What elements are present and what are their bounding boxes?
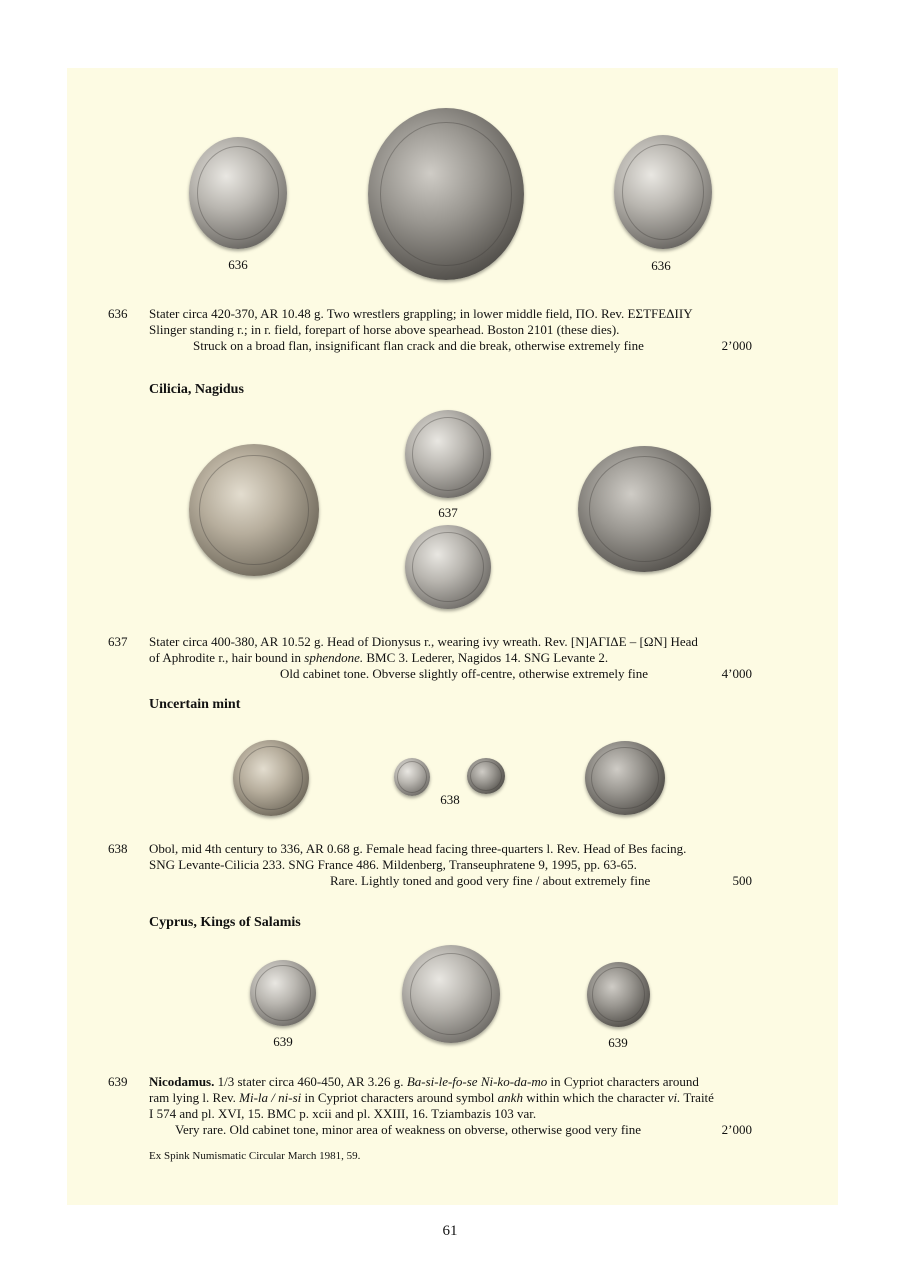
- coin-639-reverse-image: [587, 962, 650, 1027]
- coin-638-reverse-large-image: [585, 741, 665, 815]
- coin-638-reverse-image: [467, 758, 505, 794]
- description-line: Nicodamus. 1/3 stater circa 460-450, AR 3.26 g. Ba-si-le-fo-se Ni-ko-da-mo in Cypriot characters around: [149, 1074, 699, 1089]
- lot-estimate: 2’000: [721, 338, 752, 353]
- lot-description: [149, 306, 753, 338]
- description-line: Obol, mid 4th century to 336, AR 0.68 g. Female head facing three-quarters l. Rev. Head of Bes facing.: [149, 841, 687, 856]
- lot-condition: Rare. Lightly toned and good very fine / about extremely fine: [330, 873, 651, 888]
- coin-636-reverse-large-image: [368, 108, 524, 280]
- coin-638-obverse-large-image: [233, 740, 309, 816]
- coin-label: 639: [608, 1035, 628, 1050]
- lot-estimate: 2’000: [721, 1122, 752, 1137]
- coin-label: 638: [440, 792, 460, 807]
- coin-label: 636: [651, 258, 671, 273]
- description-line: Stater circa 400-380, AR 10.52 g. Head of Dionysus r., wearing ivy wreath. Rev. [Ν]ΑΓΙΔΕ – [ΩΝ] Head: [149, 634, 698, 649]
- lot-description: [149, 1074, 753, 1122]
- coin-label: 639: [273, 1034, 293, 1049]
- description-line: SNG Levante-Cilicia 233. SNG France 486. Mildenberg, Transeuphratene 9, 1995, pp. 63-65.: [149, 857, 637, 872]
- coin-637-reverse-large-image: [578, 446, 711, 572]
- ruler-name: Nicodamus.: [149, 1074, 215, 1089]
- description-line: I 574 and pl. XVI, 15. BMC p. xcii and pl. XXIII, 16. Tziambazis 103 var.: [149, 1106, 537, 1121]
- coin-637-obverse-image: [405, 410, 491, 498]
- section-heading: Cilicia, Nagidus: [149, 382, 244, 397]
- lot-condition: Struck on a broad flan, insignificant flan crack and die break, otherwise extremely fine: [193, 338, 644, 353]
- description-line: of Aphrodite r., hair bound in sphendone. BMC 3. Lederer, Nagidos 14. SNG Levante 2.: [149, 650, 609, 665]
- coin-636-obverse-image: [189, 137, 287, 249]
- coin-639-obverse-image: [250, 960, 316, 1026]
- lot-estimate: 500: [732, 873, 752, 888]
- provenance-note: Ex Spink Numismatic Circular March 1981, 59.: [149, 1150, 361, 1162]
- description-line: Stater circa 420-370, AR 10.48 g. Two wrestlers grappling; in lower middle field, ΠΟ. Rev. ΕΣΤFΕΔΙΙΥ: [149, 306, 693, 321]
- description-line: ram lying l. Rev. Mi-la / ni-si in Cypriot characters around symbol ankh within which the character vi. Traité: [149, 1090, 714, 1105]
- coin-638-obverse-image: [394, 758, 430, 796]
- description-line: Slinger standing r.; in r. field, forepart of horse above spearhead. Boston 2101 (these dies).: [149, 322, 620, 337]
- section-heading: Uncertain mint: [149, 697, 241, 712]
- lot-number: 636: [108, 306, 128, 321]
- coin-637-reverse-image: [405, 525, 491, 609]
- lot-condition: Old cabinet tone. Obverse slightly off-centre, otherwise extremely fine: [280, 666, 648, 681]
- coin-637-obverse-large-image: [189, 444, 319, 576]
- lot-estimate: 4’000: [721, 666, 752, 681]
- lot-condition: Very rare. Old cabinet tone, minor area of weakness on obverse, otherwise good very fine: [175, 1122, 642, 1137]
- coin-label: 637: [438, 505, 458, 520]
- coin-label: 636: [228, 257, 248, 272]
- coin-639-obverse-large-image: [402, 945, 500, 1043]
- coin-636-reverse-image: [614, 135, 712, 249]
- lot-number: 638: [108, 841, 128, 856]
- lot-description: [149, 634, 753, 666]
- section-heading: Cyprus, Kings of Salamis: [149, 915, 301, 930]
- lot-number: 637: [108, 634, 128, 649]
- lot-description: [149, 841, 753, 873]
- page-number: 61: [442, 1223, 458, 1239]
- lot-number: 639: [108, 1074, 128, 1089]
